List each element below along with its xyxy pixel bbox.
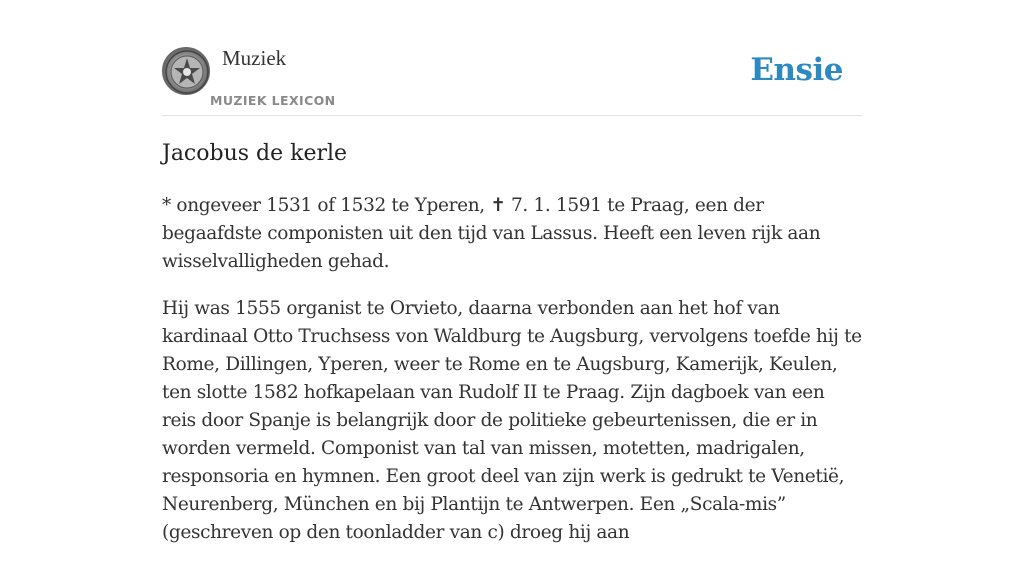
article-paragraph-1: * ongeveer 1531 of 1532 te Yperen, ✝ 7. 1. 1591 te Praag, een der begaafdste componisten uit den tijd van Lassus. Heeft een leven rijk aan wisselvalligheden gehad. [162, 195, 821, 272]
article-body [162, 192, 862, 566]
source-header [162, 0, 862, 116]
source-avatar[interactable] [162, 47, 210, 95]
emblem-icon [163, 48, 211, 96]
article-title: Jacobus de kerle [162, 141, 348, 166]
article-container [162, 0, 862, 543]
article-paragraph-2: Hij was 1555 organist te Orvieto, daarna verbonden aan het hof van kardinaal Otto Truchsess von Waldburg te Augsburg, vervolgens toefde hij te Rome, Dillingen, Yperen, weer te Rome en te Augsburg, Kamerijk, Keulen, ten slotte 1582 hofkapelaan van Rudolf II te Praag. Zijn dagboek van een reis door Spanje is belangrijk door de politieke gebeurtenissen, die er in worden vermeld. Componist van tal van missen, motetten, madrigalen, responsoria en hymnen. Een groot deel van zijn werk is gedrukt te Venetië, Neurenberg, München en bij Plantijn te Antwerpen. Een „Scala-mis” (geschreven op den toonladder van c) droeg hij aan [162, 298, 862, 543]
brand-logo[interactable]: Ensie [750, 52, 843, 88]
source-name[interactable]: Muziek [222, 46, 287, 70]
source-subtitle[interactable]: MUZIEK LEXICON [210, 93, 336, 108]
